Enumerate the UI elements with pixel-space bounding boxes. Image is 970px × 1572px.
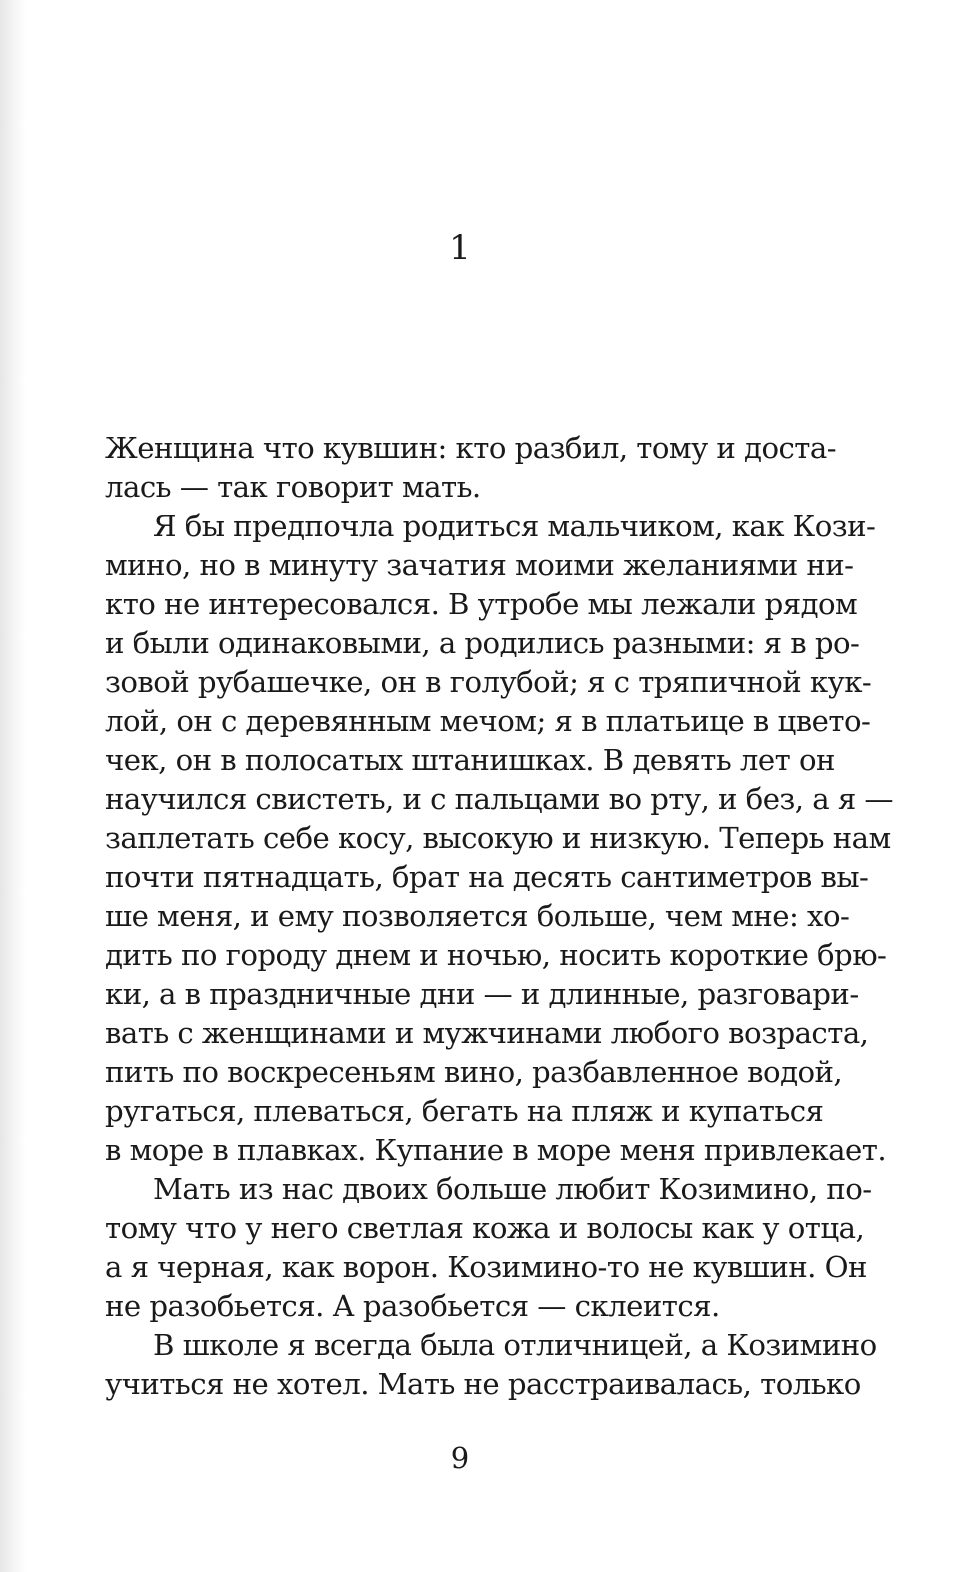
text-line: дить по городу днем и ночью, носить короткие брю- <box>105 938 887 972</box>
text-line: чек, он в полосатых штанишках. В девять лет он <box>105 743 835 777</box>
text-line: тому что у него светлая кожа и волосы как у отца, <box>105 1211 865 1245</box>
text-line: зовой рубашечке, он в голубой; я с тряпичной кук- <box>105 665 872 699</box>
text-line: и были одинаковыми, а родились разными: я в ро- <box>105 626 860 660</box>
text-line: а я черная, как ворон. Козимино-то не кувшин. Он <box>105 1250 867 1284</box>
text-line: вать с женщинами и мужчинами любого возраста, <box>105 1016 869 1050</box>
text-line: лась — так говорит мать. <box>105 470 481 504</box>
chapter-number: 1 <box>449 228 471 268</box>
text-line: ки, а в праздничные дни — и длинные, разговари- <box>105 977 859 1011</box>
text-line: мино, но в минуту зачатия моими желаниями ни- <box>105 548 854 582</box>
text-line: Женщина что кувшин: кто разбил, тому и доста- <box>105 431 837 465</box>
page-number: 9 <box>450 1441 470 1475</box>
text-line: не разобьется. А разобьется — склеится. <box>105 1289 720 1323</box>
text-line: в море в плавках. Купание в море меня привлекает. <box>105 1133 887 1167</box>
text-line: Я бы предпочла родиться мальчиком, как Кози- <box>153 509 876 543</box>
text-line: ругаться, плеваться, бегать на пляж и купаться <box>105 1094 824 1128</box>
text-line: ше меня, и ему позволяется больше, чем мне: хо- <box>105 899 850 933</box>
text-line: лой, он с деревянным мечом; я в платьице в цвето- <box>105 704 871 738</box>
text-line: почти пятнадцать, брат на десять сантиметров вы- <box>105 860 869 894</box>
text-line: научился свистеть, и с пальцами во рту, и без, а я — <box>105 782 894 816</box>
text-line: учиться не хотел. Мать не расстраивалась, только <box>105 1367 861 1401</box>
body-text <box>105 429 894 1404</box>
text-line: Мать из нас двоих больше любит Козимино, по- <box>153 1172 872 1206</box>
text-line: заплетать себе косу, высокую и низкую. Теперь нам <box>105 821 891 855</box>
text-line: пить по воскресеньям вино, разбавленное водой, <box>105 1055 843 1089</box>
text-line: кто не интересовался. В утробе мы лежали рядом <box>105 587 858 621</box>
text-line: В школе я всегда была отличницей, а Козимино <box>153 1328 877 1362</box>
